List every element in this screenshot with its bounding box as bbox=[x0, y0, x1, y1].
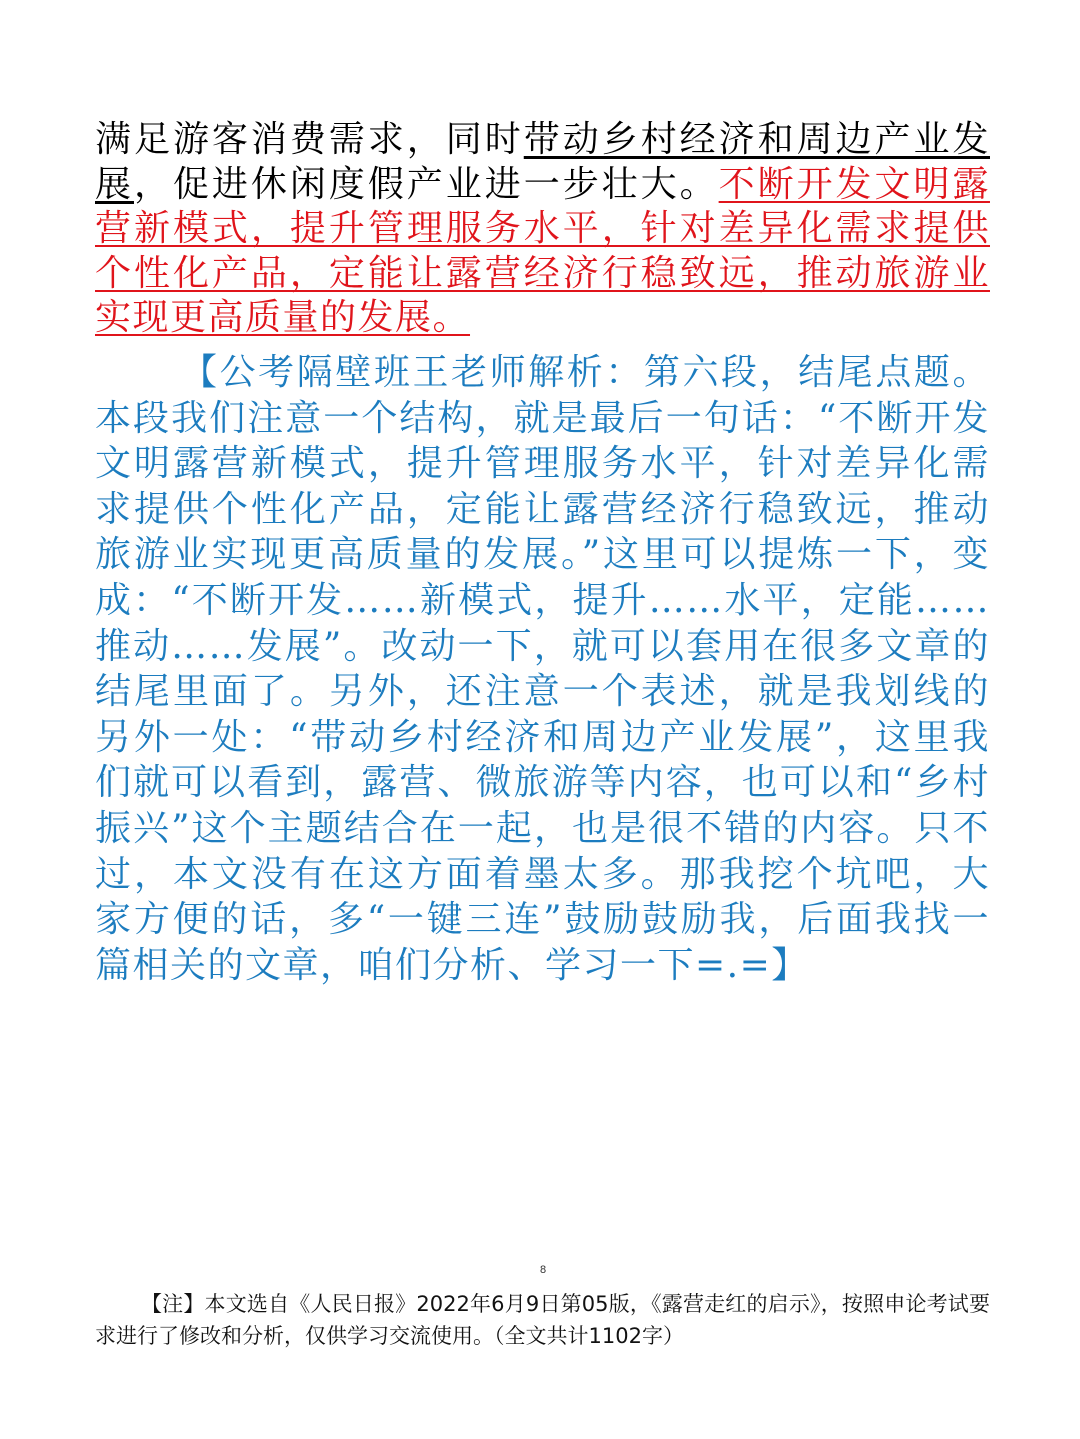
source-note: 【注】本文选自《人民日报》2022年6月9日第05版，《露营走红的启示》，按照申论考试要求进行了修改和分析，仅供学习交流使用。（全文共计1102字） bbox=[95, 1292, 990, 1348]
page-number: 8 bbox=[540, 1264, 547, 1276]
teacher-analysis: 【公考隔壁班王老师解析：第六段，结尾点题。本段我们注意一个结构，就是最后一句话：“不断开发文明露营新模式，提升管理服务水平，针对差异化需求提供个性化产品，定能让露营经济行稳致远，推动旅游业实现更高质量的发展。”这里可以提炼一下，变成：“不断开发……新模式，提升……水平，定能……推动……发展”。改动一下，就可以套用在很多文章的结尾里面了。另外，还注意一个表述，就是我划线的另外一处：“带动乡村经济和周边产业发展”，这里我们就可以看到，露营、微旅游等内容，也可以和“乡村振兴”这个主题结合在一起，也是很不错的内容。只不过，本文没有在这方面着墨太多。那我挖个坑吧，大家方便的话，多“一键三连”鼓励鼓励我，后面我找一篇相关的文章，咱们分析、学习一下=.=】 bbox=[95, 352, 990, 986]
paragraph-text-start: 满足游客消费需求，同时 bbox=[95, 119, 524, 160]
paragraph-text-middle: ，促进休闲度假产业进一步壮大。 bbox=[133, 163, 719, 205]
underlined-phrase: 带动乡村经济和周边产业发展 bbox=[95, 119, 990, 205]
article-paragraph bbox=[95, 118, 990, 341]
highlighted-key-sentence: 不断开发文明露营新模式，提升管理服务水平，针对差异化需求提供个性化产品，定能让露营经济行稳致远，推动旅游业实现更高质量的发展。 bbox=[95, 163, 990, 338]
